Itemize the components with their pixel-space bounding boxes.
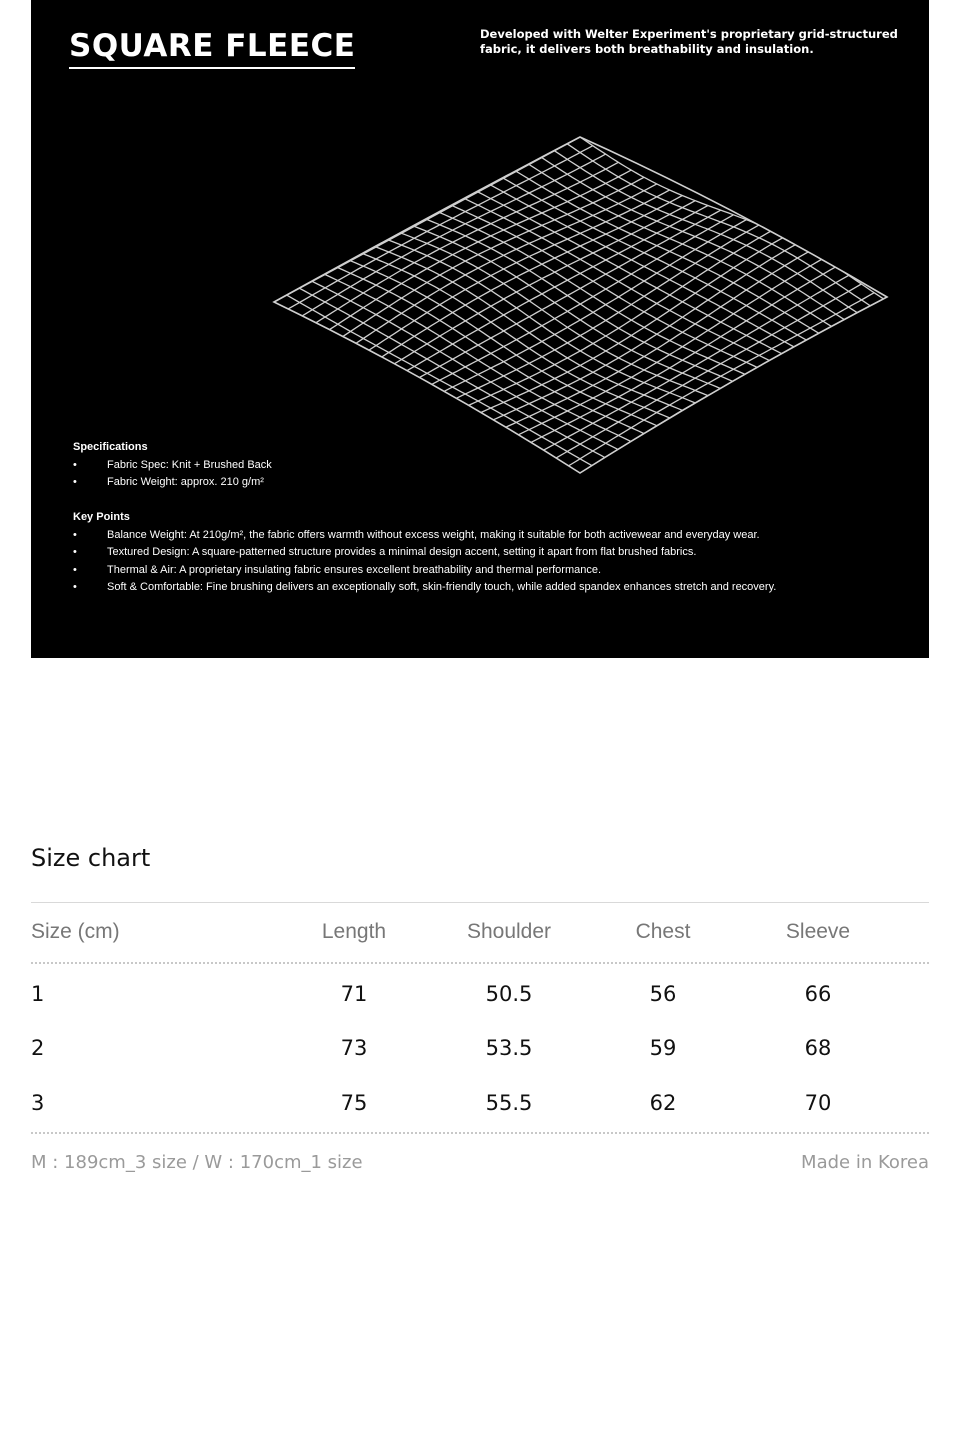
fabric-grid-line [555, 284, 862, 459]
shoulder-cell: 55.5 [485, 1091, 533, 1115]
fabric-grid-line [567, 293, 874, 467]
column-header: Size (cm) [31, 920, 120, 943]
sleeve-cell: 68 [804, 1036, 832, 1060]
model-size-note: M : 189cm_3 size / W : 170cm_1 size [31, 1152, 363, 1173]
specifications-section [73, 439, 272, 492]
size-cell: 2 [31, 1036, 45, 1060]
product-banner [31, 0, 929, 658]
product-title: SQUARE FLEECE [69, 28, 355, 69]
column-header: Sleeve [785, 920, 851, 943]
key-point-item: • Thermal & Air: A proprietary insulating fabric ensures excellent breathability and thermal performance. [73, 562, 776, 580]
length-cell: 71 [340, 982, 368, 1006]
fabric-grid-line [555, 151, 862, 316]
size-cell: 3 [31, 1091, 45, 1115]
size-cell: 1 [31, 982, 45, 1006]
chest-cell: 59 [649, 1036, 677, 1060]
fabric-grid-line [351, 184, 657, 347]
length-cell: 73 [340, 1036, 368, 1060]
key-point-item: • Balance Weight: At 210g/m², the fabric offers warmth without excess weight, making it suitable for both activewear and everyday wear. [73, 527, 776, 545]
size-table-header [31, 917, 929, 947]
column-header: Shoulder [466, 920, 552, 943]
chest-cell: 56 [649, 982, 677, 1006]
fabric-grid-line [516, 259, 823, 436]
fabric-grid-line [363, 190, 669, 354]
table-row [31, 979, 929, 1009]
key-point-item: • Soft & Comfortable: Fine brushing delivers an exceptionally soft, skin-friendly touch, while added spandex enhances stretch and recovery. [73, 579, 776, 597]
fabric-grid-line [529, 267, 836, 444]
divider [31, 902, 929, 903]
sleeve-cell: 70 [804, 1091, 832, 1115]
fabric-grid-line [529, 165, 836, 330]
fabric-grid-line [542, 275, 849, 451]
key-points-section [73, 509, 776, 597]
key-point-item: • Textured Design: A square-patterned structure provides a minimal design accent, setting it apart from flat brushed fabrics. [73, 544, 776, 562]
fabric-grid-line [542, 158, 849, 323]
size-chart-title: Size chart [31, 844, 151, 872]
fabric-grid-line [300, 288, 606, 458]
dotted-divider [31, 1132, 929, 1134]
specifications-heading: Specifications [73, 441, 148, 453]
sleeve-cell: 66 [804, 982, 832, 1006]
tagline-line: fabric, it delivers both breathability and insulation. [480, 42, 814, 56]
dotted-divider [31, 962, 929, 964]
table-row [31, 1088, 929, 1118]
table-row [31, 1033, 929, 1063]
fabric-grid-line [325, 170, 631, 332]
shoulder-cell: 50.5 [485, 982, 533, 1006]
fabric-grid-line [325, 275, 631, 442]
fabric-grid-line [402, 206, 708, 374]
key-points-heading: Key Points [73, 511, 130, 523]
chest-cell: 62 [649, 1091, 677, 1115]
origin-label: Made in Korea [801, 1152, 929, 1173]
spec-item: • Fabric Spec: Knit + Brushed Back [73, 457, 272, 475]
column-header: Chest [635, 920, 691, 943]
tagline-line: Developed with Welter Experiment's proprietary grid-structured [480, 27, 898, 41]
spec-item: • Fabric Weight: approx. 210 g/m² [73, 474, 272, 492]
length-cell: 75 [340, 1091, 368, 1115]
fabric-grid-line [312, 281, 618, 449]
shoulder-cell: 53.5 [485, 1036, 533, 1060]
fabric-grid-line [312, 162, 618, 325]
fabric-grid-line [300, 154, 606, 317]
column-header: Length [321, 920, 387, 943]
